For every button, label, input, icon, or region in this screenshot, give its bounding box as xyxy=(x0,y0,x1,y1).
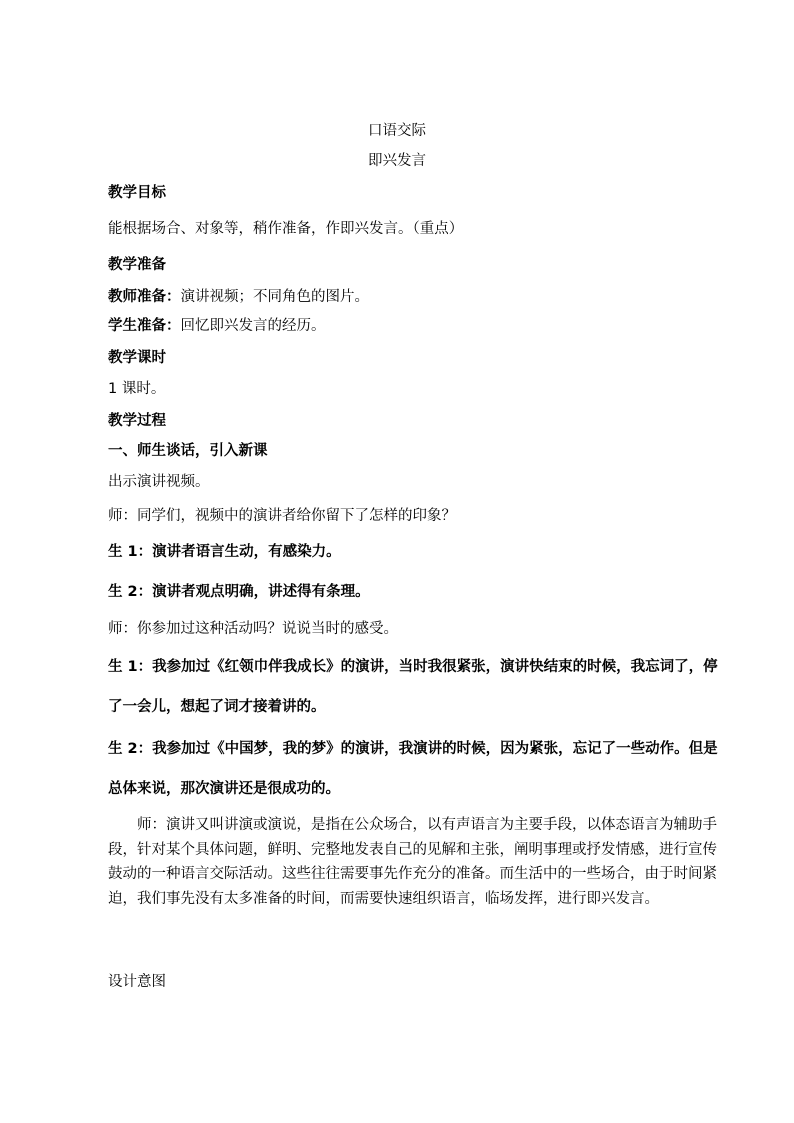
goals-text: 能根据场合、对象等，稍作准备，作即兴发言。（重点） xyxy=(108,221,464,237)
teacher-question-2: 师：你参加过这种活动吗？说说当时的感受。 xyxy=(108,621,398,637)
student2-answer-1: 生 2：演讲者观点明确，讲述得有条理。 xyxy=(108,584,370,600)
section1-heading: 一、师生谈话，引入新课 xyxy=(108,443,268,459)
student1-answer-1: 生 1：演讲者语言生动，有感染力。 xyxy=(108,544,341,560)
document-title: 口语交际 xyxy=(368,123,426,139)
teacher-prep-text: 演讲视频；不同角色的图片。 xyxy=(180,289,369,305)
student2-answer-2: 生 2：我参加过《中国梦，我的梦》的演讲，我演讲的时候，因为紧张，忘记了一些动作。但是总体来说，那次演讲还是很成功的。 xyxy=(108,741,718,797)
process-heading: 教学过程 xyxy=(108,413,166,429)
student1-answer-2: 生 1：我参加过《红领巾伴我成长》的演讲，当时我很紧张，演讲快结束的时候，我忘词了，停了一会儿，想起了词才接着讲的。 xyxy=(108,659,718,715)
document-subtitle: 即兴发言 xyxy=(368,153,426,169)
teacher-prep-label: 教师准备： xyxy=(108,289,181,305)
teacher-prep-line xyxy=(108,287,720,307)
hours-heading: 教学课时 xyxy=(108,350,166,366)
student-prep-line xyxy=(108,316,720,336)
student-prep-text: 回忆即兴发言的经历。 xyxy=(180,318,326,334)
student-prep-label: 学生准备： xyxy=(108,318,181,334)
hours-text: 1 课时。 xyxy=(108,381,166,397)
teacher-explanation: 师：演讲又叫讲演或演说，是指在公众场合，以有声语言为主要手段，以体态语言为辅助手段，针对某个具体问题，鲜明、完整地发表自己的见解和主张，阐明事理或抒发情感，进行宣传鼓动的一种语言交际活动。这些往往需要事先作充分的准备。而生活中的一些场合，由于时间紧迫，我们事先没有太多准备的时间，而需要快速组织语言，临场发挥，进行即兴发言。 xyxy=(108,817,717,907)
design-intent-heading: 设计意图 xyxy=(108,974,166,990)
show-video-line: 出示演讲视频。 xyxy=(108,474,210,490)
goals-heading: 教学目标 xyxy=(108,185,166,201)
prep-heading: 教学准备 xyxy=(108,257,166,273)
teacher-question-1: 师：同学们，视频中的演讲者给你留下了怎样的印象？ xyxy=(108,508,456,524)
